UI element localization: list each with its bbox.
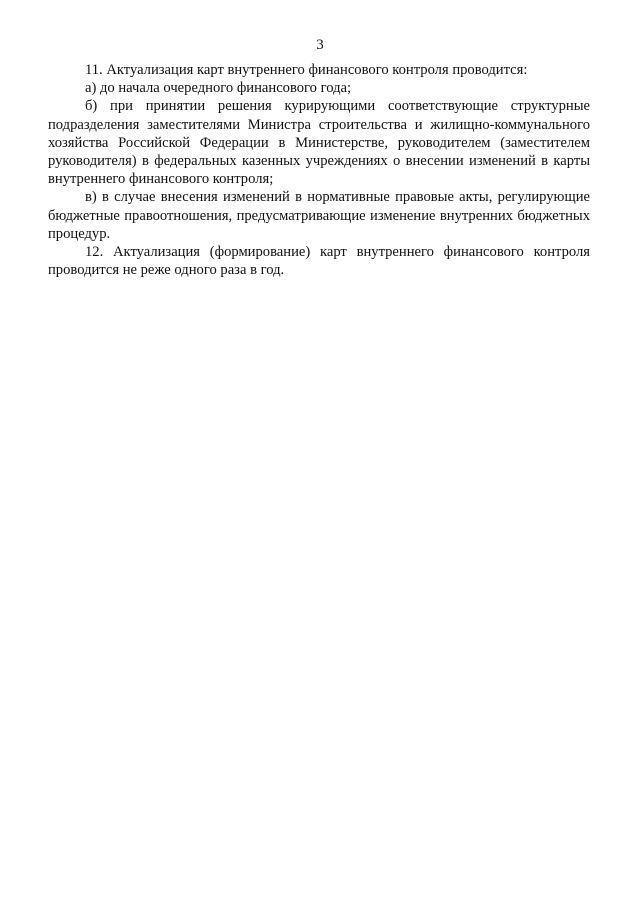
paragraph-item-12: 12. Актуализация (формирование) карт внутреннего финансового контроля проводится не реже одного раза в год. <box>48 244 590 279</box>
paragraph-item-11: 11. Актуализация карт внутреннего финансового контроля проводится: <box>85 62 528 78</box>
document-body <box>48 61 590 279</box>
paragraph-subitem-v: в) в случае внесения изменений в нормативные правовые акты, регулирующие бюджетные правоотношения, предусматривающие изменение внутренних бюджетных процедур. <box>48 189 590 242</box>
page-number: 3 <box>316 37 324 53</box>
paragraph-subitem-a: а) до начала очередного финансового года; <box>85 80 352 97</box>
paragraph-subitem-b: б) при принятии решения курирующими соответствующие структурные подразделения заместителями Министра строительства и жилищно-коммунального хозяйства Российской Федерации в Министерстве, руководителем (заместителем руководителя) в федеральных казенных учреждениях о внесении изменений в карты внутреннего финансового контроля; <box>48 98 590 188</box>
